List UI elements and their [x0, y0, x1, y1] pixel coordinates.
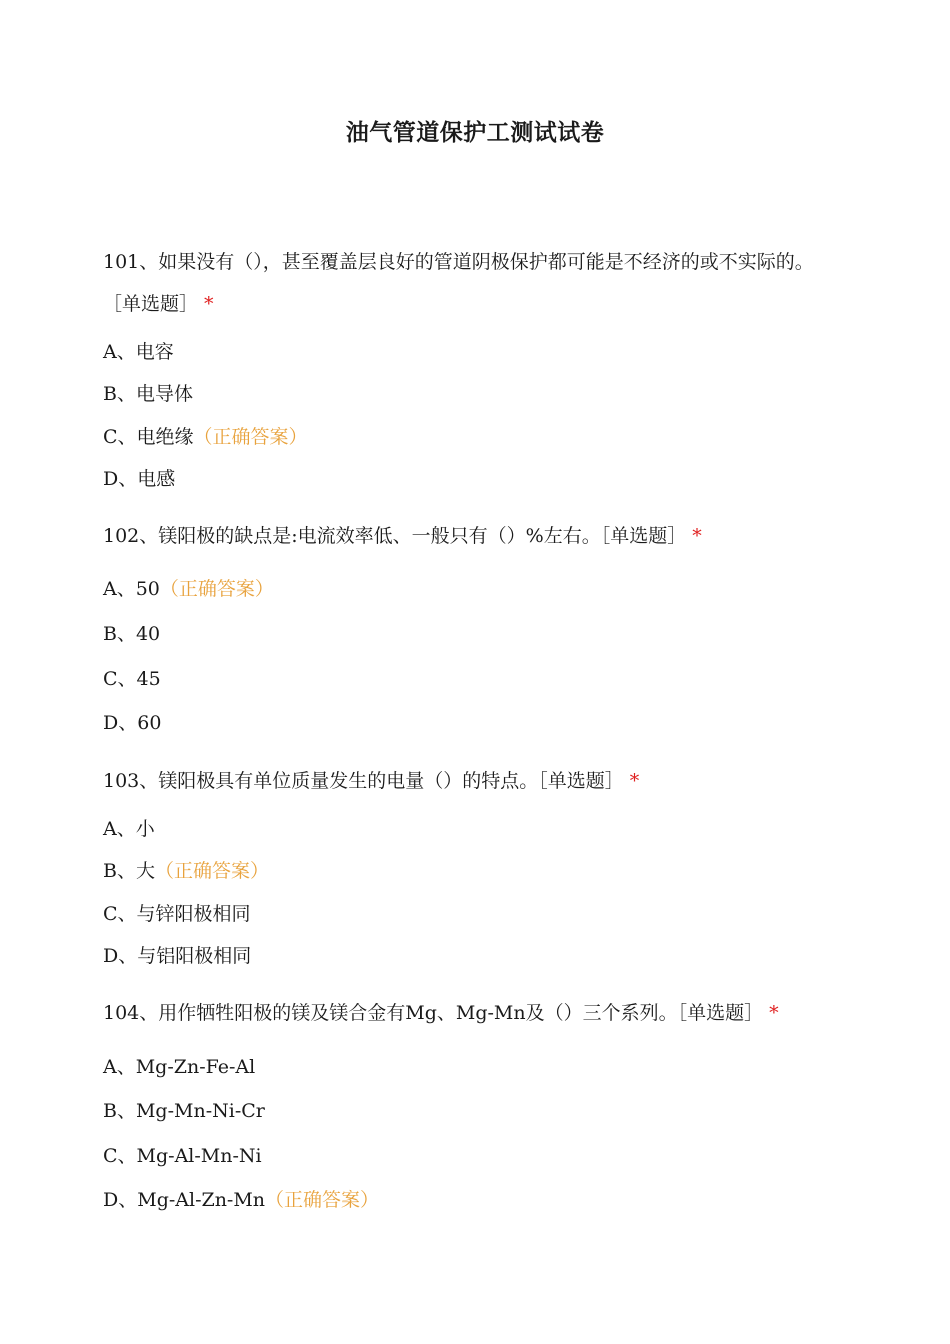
question-stem-text: 102、镁阳极的缺点是:电流效率低、一般只有（）%左右。［单选题］: [103, 525, 687, 547]
option-text: C、Mg-Al-Mn-Ni: [103, 1145, 262, 1167]
correct-answer-tag: （正确答案）: [159, 578, 274, 600]
page-title: 油气管道保护工测试试卷: [345, 120, 605, 146]
option-101-d: [103, 466, 175, 492]
option-102-d: [103, 710, 161, 736]
option-text: A、Mg-Zn-Fe-Al: [103, 1056, 256, 1078]
option-text: D、Mg-Al-Zn-Mn: [103, 1189, 266, 1211]
option-102-c: [103, 666, 161, 692]
correct-answer-tag: （正确答案）: [265, 1189, 380, 1211]
option-104-c: [103, 1143, 262, 1169]
option-103-d: [103, 943, 251, 969]
correct-answer-tag: （正确答案）: [193, 426, 308, 448]
required-mark: *: [204, 293, 214, 315]
option-text: B、大: [103, 860, 155, 882]
option-103-c: [103, 901, 251, 927]
option-text: A、电容: [103, 341, 174, 363]
option-text: C、电绝缘: [103, 426, 194, 448]
option-104-b: [103, 1098, 265, 1124]
option-text: D、电感: [103, 468, 176, 490]
option-text: B、40: [103, 623, 161, 645]
question-stem-text: 101、如果没有（），甚至覆盖层良好的管道阴极保护都可能是不经济的或不实际的。: [103, 251, 814, 273]
option-text: B、Mg-Mn-Ni-Cr: [103, 1100, 265, 1122]
option-text: A、50: [103, 578, 160, 600]
option-104-d: [103, 1187, 379, 1213]
required-mark: *: [769, 1002, 779, 1024]
option-text: C、45: [103, 668, 161, 690]
question-104-stem: [103, 1000, 779, 1026]
question-stem-text: 104、用作牺牲阳极的镁及镁合金有Mg、Mg-Mn及（）三个系列。［单选题］: [103, 1002, 764, 1024]
required-mark: *: [692, 525, 702, 547]
correct-answer-tag: （正确答案）: [154, 860, 269, 882]
question-101-stem: [103, 249, 814, 275]
option-101-c: [103, 424, 308, 450]
option-102-a: [103, 576, 274, 602]
option-text: D、60: [103, 712, 162, 734]
question-type-label: ［单选题］: [103, 293, 199, 315]
option-101-b: [103, 381, 193, 407]
question-102-stem: [103, 523, 702, 549]
option-103-b: [103, 858, 269, 884]
option-104-a: [103, 1054, 255, 1080]
question-101-type: [103, 291, 214, 317]
required-mark: *: [629, 770, 640, 792]
option-102-b: [103, 621, 160, 647]
question-stem-text: 103、镁阳极具有单位质量发生的电量（）的特点。［单选题］: [103, 770, 624, 792]
option-103-a: [103, 816, 155, 842]
option-text: A、小: [103, 818, 155, 840]
option-text: C、与锌阳极相同: [103, 903, 251, 925]
question-103-stem: [103, 768, 639, 794]
option-text: D、与铝阳极相同: [103, 945, 252, 967]
option-text: B、电导体: [103, 383, 193, 405]
option-101-a: [103, 339, 174, 365]
